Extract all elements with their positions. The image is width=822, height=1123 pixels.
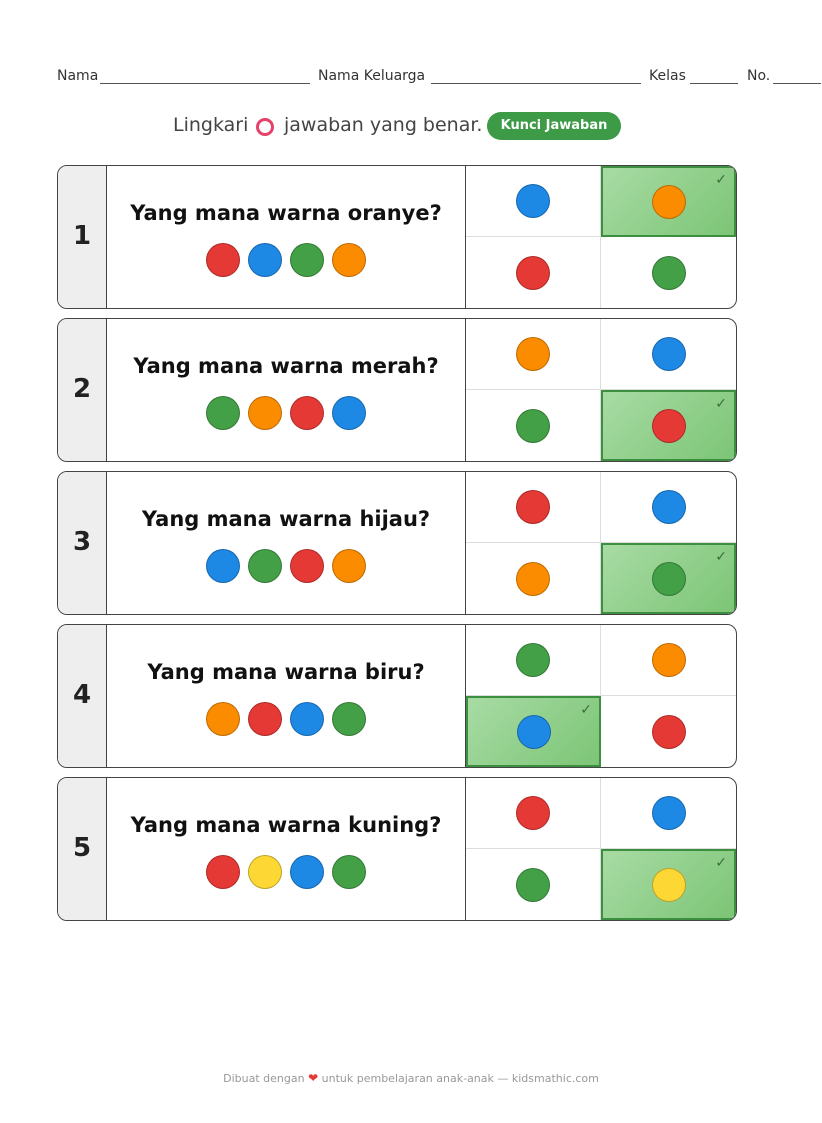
orange-dot (206, 702, 240, 736)
answer-option[interactable] (601, 696, 736, 767)
question-text: Yang mana warna hijau? (141, 507, 431, 531)
yellow-dot (652, 868, 686, 902)
answer-key-badge: Kunci Jawaban (487, 112, 621, 140)
question-number: 5 (58, 778, 107, 920)
yellow-dot (248, 855, 282, 889)
green-dot (332, 702, 366, 736)
question-body (107, 319, 466, 461)
checkmark-icon: ✓ (715, 855, 727, 871)
question-card (57, 471, 737, 615)
red-dot (516, 256, 550, 290)
question-text: Yang mana warna merah? (133, 354, 439, 378)
orange-dot (516, 337, 550, 371)
green-dot (290, 243, 324, 277)
red-dot (206, 243, 240, 277)
orange-dot (332, 549, 366, 583)
blue-dot (206, 549, 240, 583)
answer-option[interactable] (601, 543, 736, 614)
question-text: Yang mana warna oranye? (130, 201, 442, 225)
family-name-line[interactable] (431, 83, 641, 84)
green-dot (516, 868, 550, 902)
blue-dot (652, 796, 686, 830)
answer-option[interactable] (466, 543, 601, 614)
answer-option[interactable] (601, 625, 736, 696)
red-dot (516, 490, 550, 524)
red-dot (290, 549, 324, 583)
green-dot (516, 643, 550, 677)
question-body (107, 166, 466, 308)
question-text: Yang mana warna biru? (147, 660, 425, 684)
answer-option[interactable] (466, 237, 601, 308)
question-body (107, 778, 466, 920)
question-card (57, 777, 737, 921)
red-dot (290, 396, 324, 430)
answer-options (466, 166, 736, 308)
checkmark-icon: ✓ (715, 172, 727, 188)
number-line[interactable] (773, 83, 821, 84)
answer-option[interactable] (466, 390, 601, 461)
footer (0, 1071, 822, 1085)
color-palette (107, 702, 465, 736)
blue-dot (290, 702, 324, 736)
answer-option[interactable] (466, 696, 601, 767)
answer-option[interactable] (466, 625, 601, 696)
question-number: 3 (58, 472, 107, 614)
answer-option[interactable] (601, 390, 736, 461)
answer-options (466, 778, 736, 920)
blue-dot (652, 337, 686, 371)
question-body (107, 625, 466, 767)
green-dot (652, 256, 686, 290)
color-palette (107, 243, 465, 277)
blue-dot (332, 396, 366, 430)
answer-option[interactable] (466, 778, 601, 849)
class-label: Kelas (649, 68, 686, 84)
green-dot (516, 409, 550, 443)
answer-option[interactable] (601, 166, 736, 237)
blue-dot (652, 490, 686, 524)
class-line[interactable] (690, 83, 738, 84)
answer-option[interactable] (466, 849, 601, 920)
answer-options (466, 319, 736, 461)
question-card (57, 624, 737, 768)
blue-dot (517, 715, 551, 749)
green-dot (332, 855, 366, 889)
circle-icon (256, 118, 274, 136)
question-card (57, 318, 737, 462)
orange-dot (516, 562, 550, 596)
green-dot (206, 396, 240, 430)
answer-option[interactable] (601, 237, 736, 308)
green-dot (248, 549, 282, 583)
orange-dot (652, 643, 686, 677)
orange-dot (332, 243, 366, 277)
answer-option[interactable] (601, 778, 736, 849)
number-label: No. (747, 68, 771, 84)
heart-icon: ❤ (308, 1071, 319, 1085)
question-number: 1 (58, 166, 107, 308)
instruction-before: Lingkari (173, 114, 249, 136)
answer-option[interactable] (466, 319, 601, 390)
question-card (57, 165, 737, 309)
question-text: Yang mana warna kuning? (130, 813, 442, 837)
green-dot (652, 562, 686, 596)
question-number: 4 (58, 625, 107, 767)
red-dot (652, 409, 686, 443)
checkmark-icon: ✓ (580, 702, 592, 718)
blue-dot (248, 243, 282, 277)
checkmark-icon: ✓ (715, 396, 727, 412)
family-name-label: Nama Keluarga (318, 68, 426, 84)
name-line[interactable] (100, 83, 310, 84)
answer-options (466, 625, 736, 767)
red-dot (248, 702, 282, 736)
color-palette (107, 855, 465, 889)
checkmark-icon: ✓ (715, 549, 727, 565)
answer-option[interactable] (601, 319, 736, 390)
orange-dot (248, 396, 282, 430)
color-palette (107, 396, 465, 430)
footer-after: untuk pembelajaran anak-anak — kidsmathic.com (321, 1072, 599, 1085)
student-info-header (57, 68, 822, 88)
answer-option[interactable] (466, 166, 601, 237)
name-label: Nama (57, 68, 99, 84)
red-dot (206, 855, 240, 889)
blue-dot (516, 184, 550, 218)
answer-options (466, 472, 736, 614)
answer-option[interactable] (601, 472, 736, 543)
red-dot (652, 715, 686, 749)
orange-dot (652, 185, 686, 219)
color-palette (107, 549, 465, 583)
red-dot (516, 796, 550, 830)
question-number: 2 (58, 319, 107, 461)
answer-option[interactable] (601, 849, 736, 920)
instruction-after: jawaban yang benar. (284, 114, 483, 136)
question-body (107, 472, 466, 614)
instruction (0, 112, 822, 142)
footer-before: Dibuat dengan (223, 1072, 305, 1085)
answer-option[interactable] (466, 472, 601, 543)
blue-dot (290, 855, 324, 889)
